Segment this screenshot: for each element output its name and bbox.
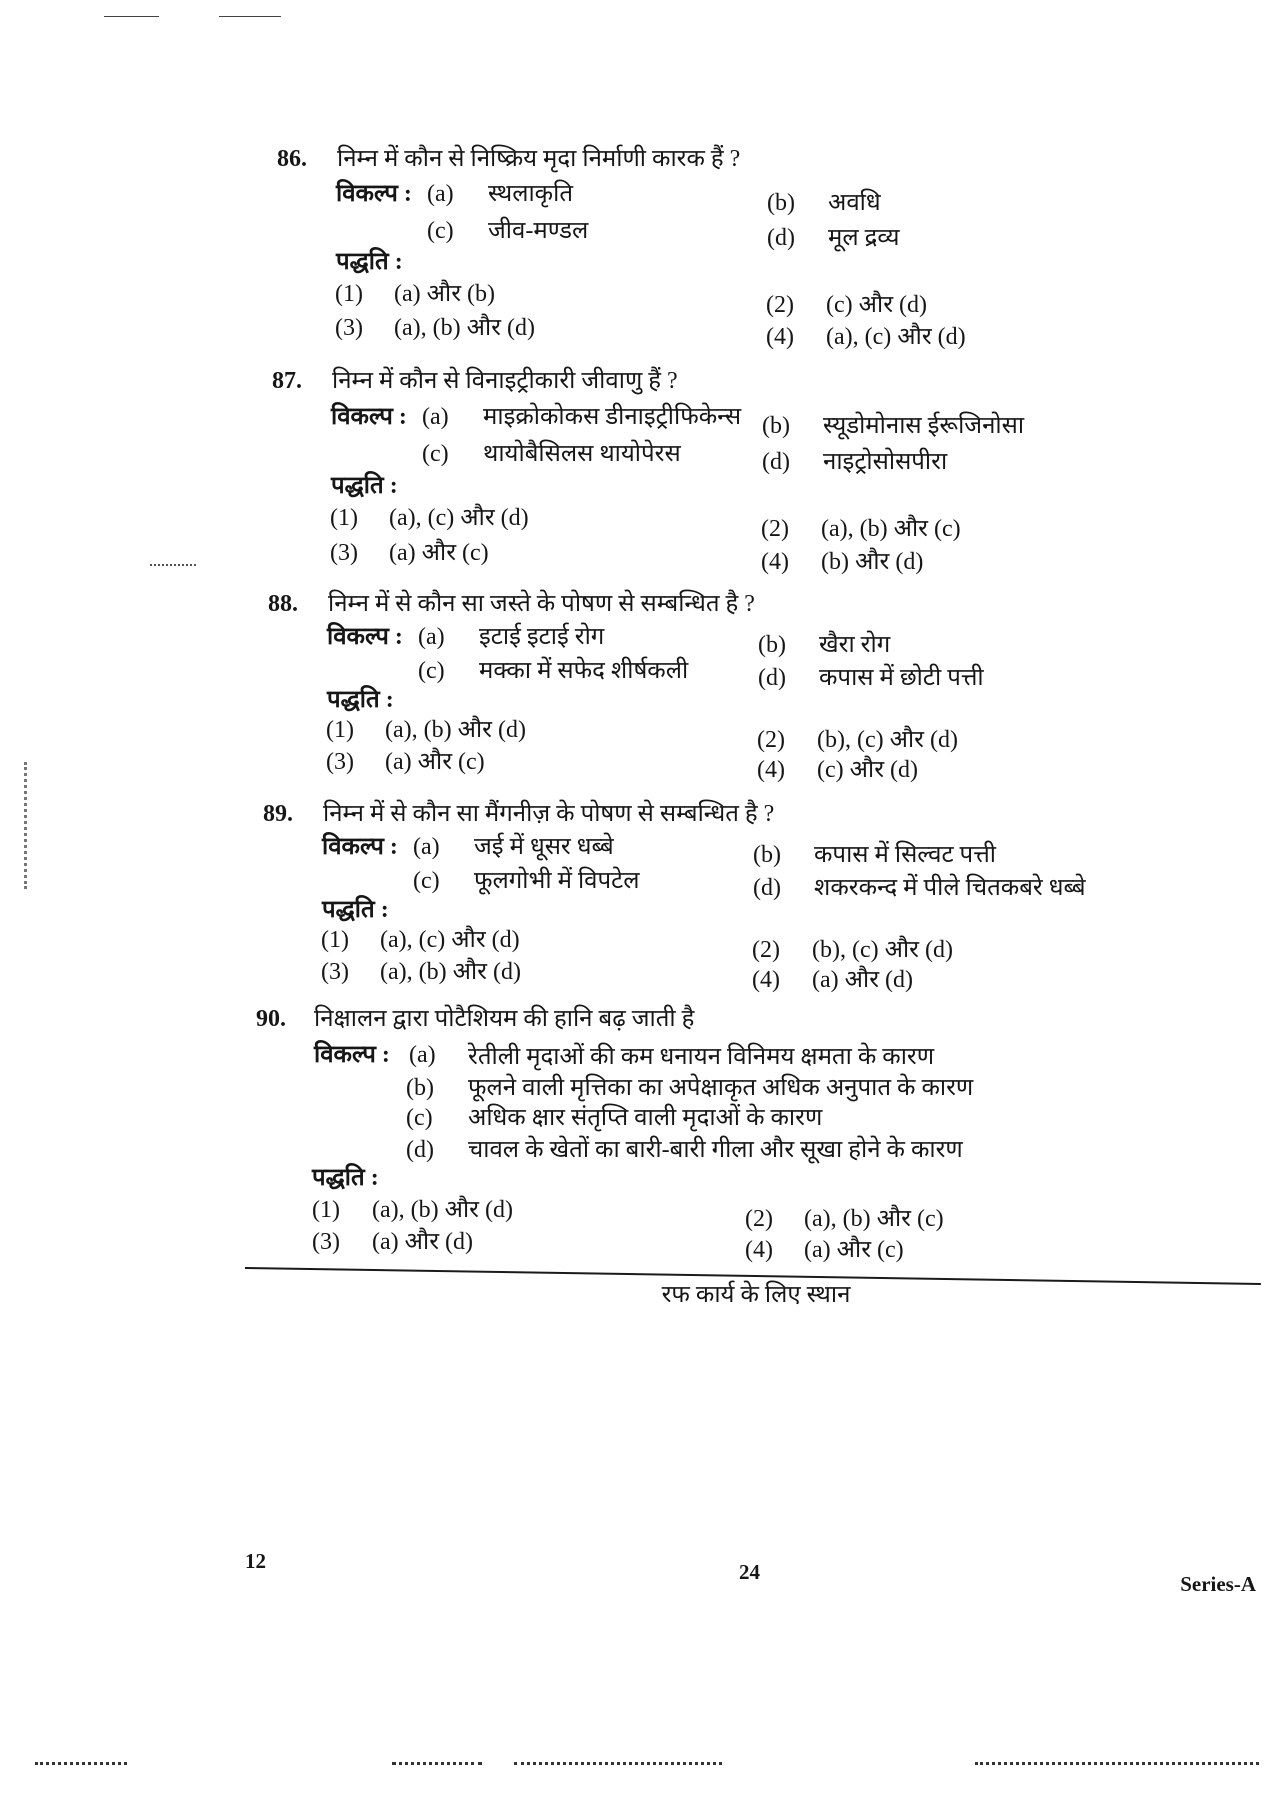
method-3-key: (3) (321, 959, 349, 985)
method-4-key: (4) (745, 1237, 773, 1263)
scan-dotted-bottom (392, 1762, 482, 1765)
option-b-key: (b) (758, 632, 786, 658)
option-d-text: चावल के खेतों का बारी-बारी गीला और सूखा होने के कारण (468, 1137, 963, 1163)
question-87 (272, 367, 1212, 582)
option-c-text: फूलगोभी में विपटेल (474, 868, 640, 894)
options-label: विकल्प : (327, 624, 403, 650)
method-4-text: (c) और (d) (817, 757, 918, 783)
options-label: विकल्प : (314, 1042, 390, 1068)
method-1-key: (1) (330, 505, 358, 532)
method-2-text: (a), (b) और (c) (804, 1206, 944, 1232)
question-86 (277, 145, 1217, 360)
option-a-text: माइक्रोकोकस डीनाइट्रीफिकेन्स (483, 403, 742, 430)
question-89 (263, 800, 1203, 1015)
option-d-key: (d) (767, 225, 795, 252)
option-c-text: जीव-मण्डल (488, 217, 589, 244)
method-1-key: (1) (312, 1197, 340, 1223)
method-4-text: (b) और (d) (821, 548, 924, 575)
method-4-key: (4) (761, 548, 789, 575)
method-4-key: (4) (766, 323, 794, 350)
method-2-key: (2) (745, 1206, 773, 1232)
option-a-text: रेतीली मृदाओं की कम धनायन विनिमय क्षमता के कारण (468, 1044, 935, 1070)
option-d-key: (d) (406, 1137, 434, 1163)
method-label: पद्धति : (331, 472, 398, 499)
footer-left-number: 12 (245, 1549, 266, 1573)
page-number: 24 (739, 1560, 760, 1584)
option-d-text: कपास में छोटी पत्ती (819, 665, 984, 691)
method-label: पद्धति : (327, 687, 394, 713)
question-number: 88. (268, 591, 298, 617)
option-a-key: (a) (418, 624, 445, 650)
scan-mark-top-line (104, 16, 159, 17)
series-label: Series-A (1180, 1572, 1256, 1596)
method-1-key: (1) (335, 280, 363, 307)
scan-dotted-bottom (35, 1762, 127, 1765)
method-1-key: (1) (326, 717, 354, 743)
option-a-key: (a) (427, 181, 454, 208)
question-number: 89. (263, 801, 293, 827)
question-text: निम्न में से कौन सा जस्ते के पोषण से सम्बन्धित है ? (328, 591, 755, 617)
option-d-text: मूल द्रव्य (828, 225, 900, 252)
method-2-key: (2) (757, 727, 785, 753)
option-c-key: (c) (418, 658, 445, 684)
option-d-text: शकरकन्द में पीले चितकबरे धब्बे (814, 875, 1086, 901)
option-a-text: इटाई इटाई रोग (479, 624, 605, 650)
options-label: विकल्प : (336, 181, 412, 208)
method-1-text: (a), (c) और (d) (380, 927, 520, 953)
option-c-text: मक्का में सफेद शीर्षकली (479, 658, 689, 684)
option-a-text: जई में धूसर धब्बे (474, 834, 614, 860)
method-4-text: (a) और (d) (812, 967, 913, 993)
option-c-text: थायोबैसिलस थायोपेरस (483, 441, 681, 468)
question-number: 90. (256, 1006, 286, 1032)
option-c-key: (c) (406, 1105, 433, 1131)
question-88 (268, 590, 1208, 805)
option-a-text: स्थलाकृति (488, 181, 574, 208)
option-c-key: (c) (413, 868, 440, 894)
method-4-key: (4) (757, 757, 785, 783)
method-3-text: (a) और (c) (385, 749, 485, 775)
method-4-text: (a) और (c) (804, 1237, 904, 1263)
method-2-text: (b), (c) और (d) (812, 937, 953, 963)
option-b-text: फूलने वाली मृत्तिका का अपेक्षाकृत अधिक अनुपात के कारण (468, 1075, 974, 1101)
method-3-key: (3) (330, 540, 358, 567)
method-2-key: (2) (752, 937, 780, 963)
question-text: निम्न में से कौन सा मैंगनीज़ के पोषण से सम्बन्धित है ? (323, 801, 775, 827)
method-1-text: (a), (b) और (d) (385, 717, 526, 743)
option-d-text: नाइट्रोसोसपीरा (823, 448, 948, 475)
option-d-key: (d) (753, 875, 781, 901)
question-text: निक्षालन द्वारा पोटैशियम की हानि बढ़ जाती है (314, 1006, 695, 1032)
method-1-text: (a), (b) और (d) (372, 1197, 513, 1223)
method-4-key: (4) (752, 967, 780, 993)
option-a-key: (a) (422, 403, 449, 430)
method-label: पद्धति : (312, 1165, 379, 1191)
method-1-text: (a), (c) और (d) (389, 505, 529, 532)
option-a-key: (a) (413, 834, 440, 860)
method-2-text: (a), (b) और (c) (821, 516, 961, 543)
method-2-key: (2) (761, 516, 789, 543)
options-label: विकल्प : (331, 403, 407, 430)
scan-dotted-bottom (975, 1762, 1259, 1765)
options-label: विकल्प : (322, 834, 398, 860)
question-number: 87. (272, 368, 302, 394)
option-b-text: स्यूडोमोनास ईरूजिनोसा (823, 412, 1025, 439)
option-b-text: खैरा रोग (819, 632, 891, 658)
method-1-key: (1) (321, 927, 349, 953)
method-2-text: (b), (c) और (d) (817, 727, 958, 753)
method-label: पद्धति : (322, 897, 389, 923)
option-b-key: (b) (767, 189, 795, 216)
option-b-text: कपास में सिल्वट पत्ती (814, 842, 996, 868)
method-3-text: (a) और (c) (389, 540, 489, 567)
method-4-text: (a), (c) और (d) (826, 323, 966, 350)
scan-mark-margin (150, 564, 196, 566)
option-d-key: (d) (758, 665, 786, 691)
question-text: निम्न में कौन से विनाइट्रीकारी जीवाणु हैं ? (332, 368, 678, 394)
method-3-text: (a), (b) और (d) (394, 315, 535, 342)
option-b-key: (b) (406, 1075, 434, 1101)
method-3-text: (a) और (d) (372, 1229, 473, 1255)
method-2-text: (c) और (d) (826, 291, 927, 318)
method-3-key: (3) (312, 1229, 340, 1255)
option-b-key: (b) (753, 842, 781, 868)
option-b-text: अवधि (828, 189, 881, 216)
option-d-key: (d) (762, 448, 790, 475)
question-number: 86. (277, 146, 307, 172)
scan-mark-top-line (219, 16, 281, 17)
option-a-key: (a) (409, 1042, 436, 1068)
method-label: पद्धति : (336, 248, 403, 275)
scan-dotted-bottom (514, 1762, 722, 1765)
question-text: निम्न में कौन से निष्क्रिय मृदा निर्माणी कारक हैं ? (337, 146, 741, 172)
method-3-text: (a), (b) और (d) (380, 959, 521, 985)
option-c-text: अधिक क्षार संतृप्ति वाली मृदाओं के कारण (468, 1105, 823, 1131)
method-2-key: (2) (766, 291, 794, 318)
method-1-text: (a) और (b) (394, 280, 495, 307)
option-c-key: (c) (427, 217, 454, 244)
option-b-key: (b) (762, 412, 790, 439)
method-3-key: (3) (326, 749, 354, 775)
method-3-key: (3) (335, 315, 363, 342)
scan-mark-margin-vertical (24, 762, 27, 889)
option-c-key: (c) (422, 441, 449, 468)
question-90 (256, 1005, 1196, 1267)
rough-work-label: रफ कार्य के लिए स्थान (661, 1282, 851, 1308)
